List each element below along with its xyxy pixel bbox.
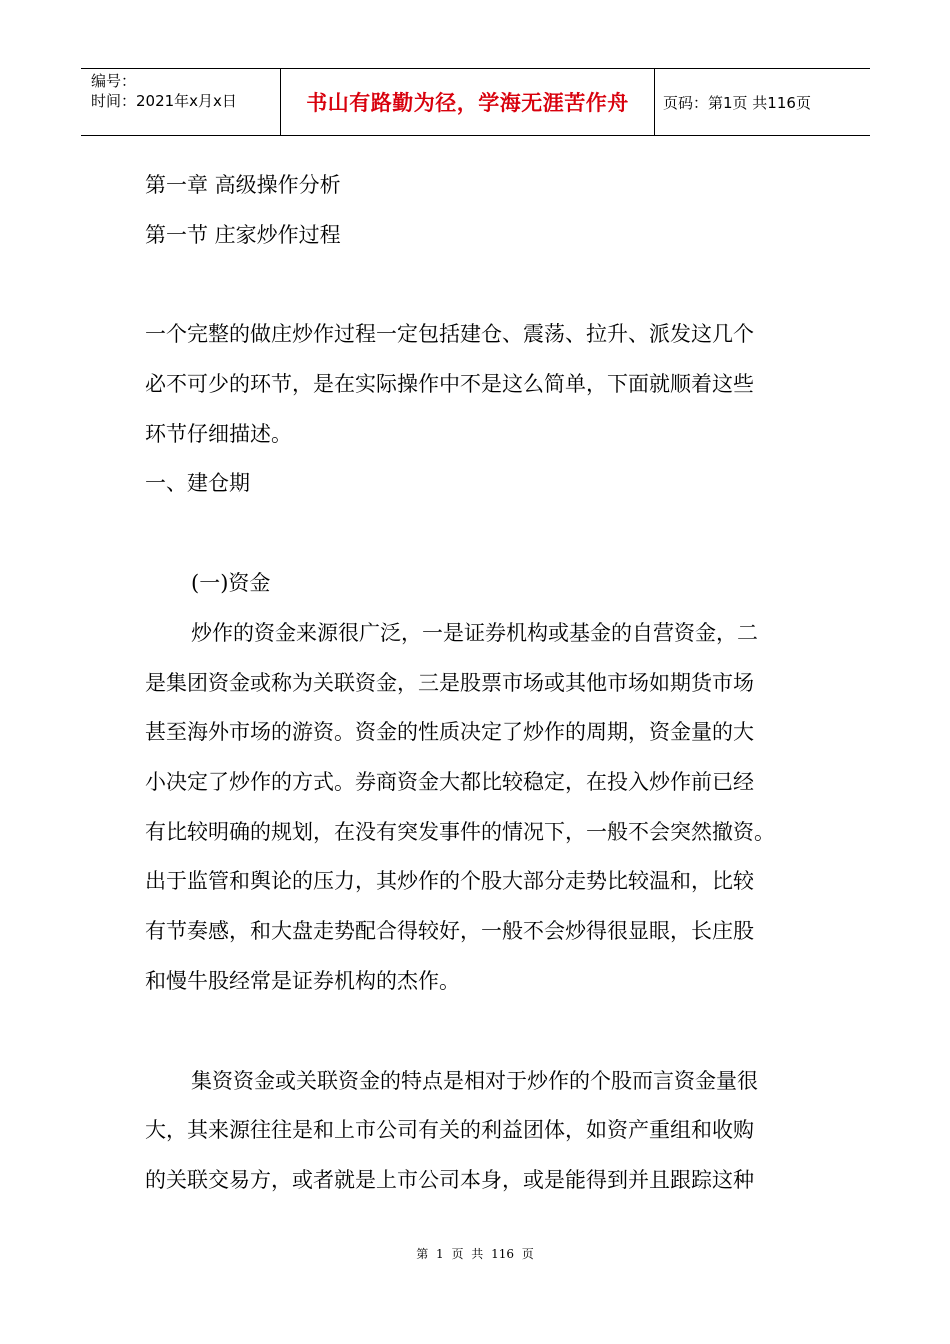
paragraph-line: 甚至海外市场的游资。资金的性质决定了炒作的周期，资金量的大 bbox=[145, 720, 754, 744]
paragraph-line: 是集团资金或称为关联资金，三是股票市场或其他市场如期货市场 bbox=[145, 671, 754, 695]
section-title: 第一节 庄家炒作过程 bbox=[145, 223, 341, 247]
subsection-heading: 一、建仓期 bbox=[145, 471, 250, 495]
paragraph-line: 一个完整的做庄炒作过程一定包括建仓、震荡、拉升、派发这几个 bbox=[145, 322, 754, 346]
paragraph-line: 有比较明确的规划，在没有突发事件的情况下，一般不会突然撤资。 bbox=[145, 820, 775, 844]
header-info-cell bbox=[81, 69, 281, 135]
number-label: 编号： bbox=[91, 72, 137, 90]
paragraph-line: 集资资金或关联资金的特点是相对于炒作的个股而言资金量很 bbox=[191, 1069, 758, 1093]
document-header bbox=[81, 68, 870, 136]
chapter-title: 第一章 高级操作分析 bbox=[145, 173, 341, 197]
paragraph-line: 炒作的资金来源很广泛，一是证券机构或基金的自营资金，二 bbox=[191, 621, 758, 645]
paragraph-line: 必不可少的环节，是在实际操作中不是这么简单，下面就顺着这些 bbox=[145, 372, 754, 396]
paragraph-line: 小决定了炒作的方式。券商资金大都比较稳定，在投入炒作前已经 bbox=[145, 770, 754, 794]
header-page-label: 页码：第1页 共116页 bbox=[663, 93, 811, 112]
time-label: 时间：2021年x月x日 bbox=[91, 92, 237, 110]
paragraph-line: 出于监管和舆论的压力，其炒作的个股大部分走势比较温和，比较 bbox=[145, 869, 754, 893]
paragraph-line: 有节奏感，和大盘走势配合得较好，一般不会炒得很显眼，长庄股 bbox=[145, 919, 754, 943]
paragraph-line: 环节仔细描述。 bbox=[145, 422, 292, 446]
paragraph-line: 的关联交易方，或者就是上市公司本身，或是能得到并且跟踪这种 bbox=[145, 1168, 754, 1192]
paragraph-line: 和慢牛股经常是证券机构的杰作。 bbox=[145, 969, 460, 993]
page-footer: 第 1 页 共 116 页 bbox=[416, 1247, 534, 1261]
paragraph-line: 大，其来源往往是和上市公司有关的利益团体，如资产重组和收购 bbox=[145, 1118, 754, 1142]
header-motto: 书山有路勤为径，学海无涯苦作舟 bbox=[281, 69, 655, 135]
sub-heading: (一)资金 bbox=[191, 571, 271, 595]
